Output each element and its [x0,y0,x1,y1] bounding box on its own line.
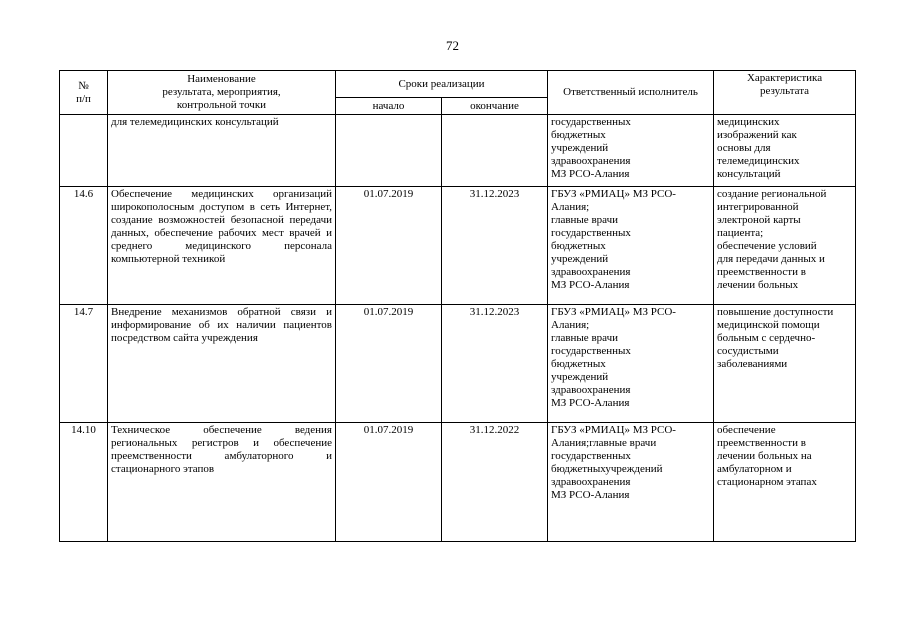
table-row [60,423,856,542]
row-name: Обеспечение медицинских организаций широкополосным доступом в сеть Интернет, создание возможностей безопасной передачи данных, обеспечение рабочих мест врачей и среднего медицинского персонала компьютерной техникой [108,187,336,305]
row-num: 14.10 [60,423,108,542]
row-result: обеспечение преемственности в лечении больных на амбулаторном и стационарном этапах [714,423,856,542]
row-executor: ГБУЗ «РМИАЦ» МЗ РСО- Алания; главные врачи государственных бюджетных учреждений здравоохранения МЗ РСО-Алания [548,305,714,423]
row-end [442,115,548,187]
header-characteristic: Характеристика результата [714,71,856,115]
header-num: № п/п [60,71,108,115]
row-result: медицинских изображений как основы для телемедицинских консультаций [714,115,856,187]
row-name: для телемедицинских консультаций [108,115,336,187]
row-executor: государственных бюджетных учреждений здравоохранения МЗ РСО-Алания [548,115,714,187]
table-row [60,305,856,423]
header-end: окончание [442,98,548,115]
row-num [60,115,108,187]
row-name: Внедрение механизмов обратной связи и информирование об их наличии пациентов посредством сайта учреждения [108,305,336,423]
row-executor: ГБУЗ «РМИАЦ» МЗ РСО- Алания;главные врачи государственных бюджетныхучреждений здравоохранения МЗ РСО-Алания [548,423,714,542]
table-row [60,187,856,305]
row-result: повышение доступности медицинской помощи больным с сердечно- сосудистыми заболеваниями [714,305,856,423]
row-end: 31.12.2023 [442,305,548,423]
header-deadlines: Сроки реализации [336,71,548,98]
row-start: 01.07.2019 [336,305,442,423]
row-executor: ГБУЗ «РМИАЦ» МЗ РСО- Алания; главные врачи государственных бюджетных учреждений здравоохранения МЗ РСО-Алания [548,187,714,305]
row-start: 01.07.2019 [336,423,442,542]
header-executor: Ответственный исполнитель [548,71,714,115]
implementation-plan-table [59,70,856,542]
table-header-row [60,71,856,98]
row-end: 31.12.2022 [442,423,548,542]
row-result: создание региональной интегрированной электроной карты пациента; обеспечение условий для передачи данных и преемственности в лечении больных [714,187,856,305]
page-number: 72 [446,38,459,53]
row-name: Техническое обеспечение ведения региональных регистров и обеспечение преемственности амбулаторного и стационарного этапов [108,423,336,542]
header-start: начало [336,98,442,115]
row-num: 14.7 [60,305,108,423]
row-start: 01.07.2019 [336,187,442,305]
row-num: 14.6 [60,187,108,305]
table-row [60,115,856,187]
header-name: Наименование результата, мероприятия, контрольной точки [108,71,336,115]
row-start [336,115,442,187]
row-end: 31.12.2023 [442,187,548,305]
